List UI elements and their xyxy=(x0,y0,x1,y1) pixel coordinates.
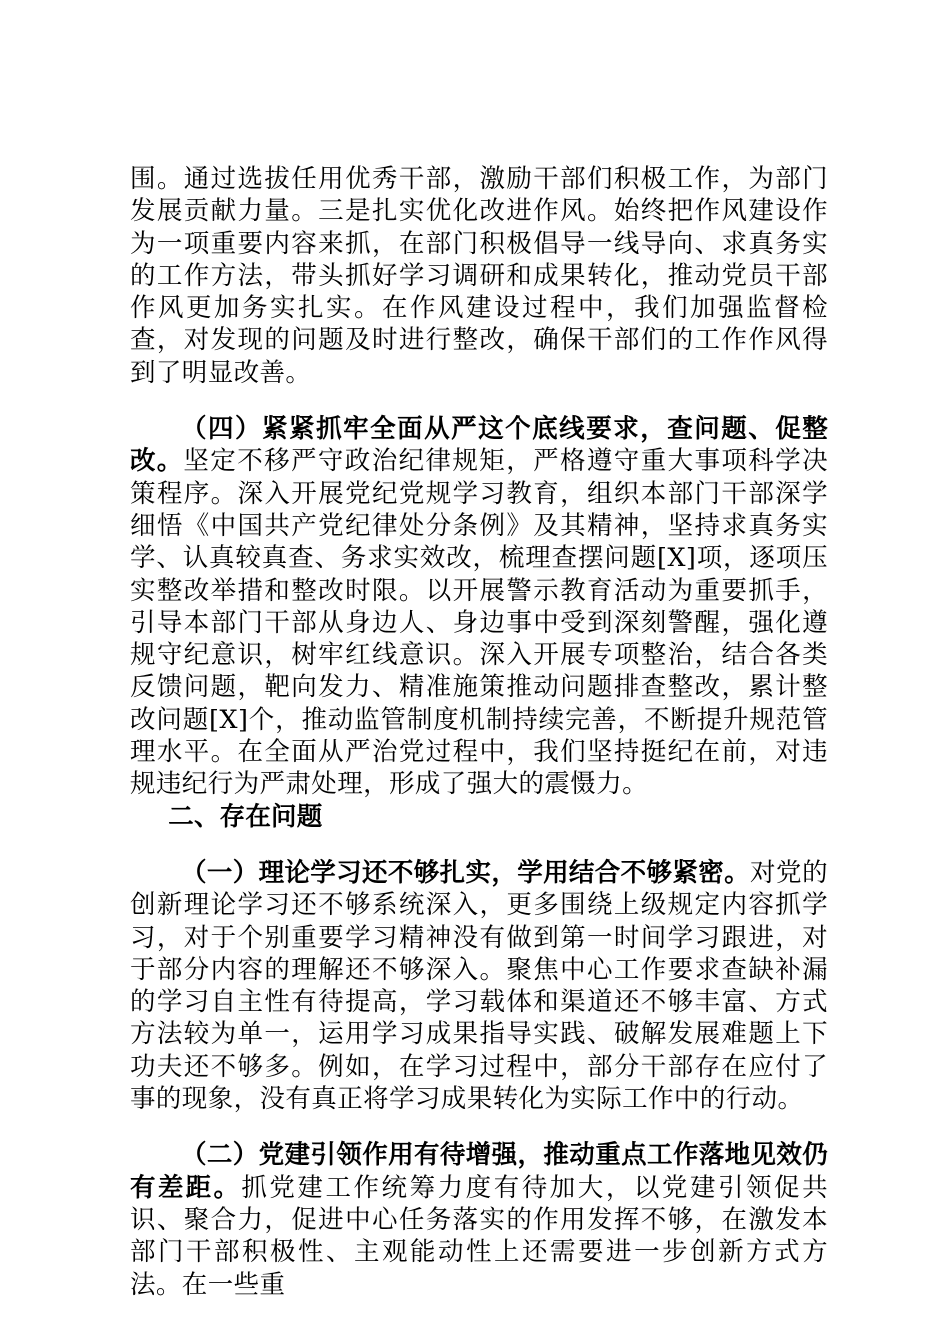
paragraph-heading: （二）党建引领作用有待增强，推动重点工作落地见效仍有差距。 xyxy=(130,1140,828,1203)
paragraph-text: 抓党建工作统筹力度有待加大，以党建引领促共识、聚合力，促进中心任务落实的作用发挥不够，在激发本部门干部积极性、主观能动性上还需要进一步创新方式方法。在一些重 xyxy=(130,1172,828,1300)
paragraph-text: 围。通过选拔任用优秀干部，激励干部们积极工作，为部门发展贡献力量。三是扎实优化改进作风。始终把作风建设作为一项重要内容来抓，在部门积极倡导一线导向、求真务实的工作方法，带头抓好学习调研和成果转化，推动党员干部作风更加务实扎实。在作风建设过程中，我们加强监督检查，对发现的问题及时进行整改，确保干部们的工作作风得到了明显改善。 xyxy=(130,164,828,388)
paragraph-heading: （四）紧紧抓牢全面从严这个底线要求，查问题、促整改。 xyxy=(130,414,828,477)
paragraph-continuation xyxy=(130,163,828,389)
paragraph-problem-two xyxy=(130,1139,828,1300)
paragraph-heading: （一）理论学习还不够扎实，学用结合不够紧密。 xyxy=(181,857,750,888)
paragraph-problem-one xyxy=(130,857,828,1115)
document-body xyxy=(130,163,828,1301)
section-title: 二、存在问题 xyxy=(168,801,323,832)
paragraph-section-four xyxy=(130,413,828,801)
paragraph-text: 坚定不移严守政治纪律规矩，严格遵守重大事项科学决策程序。深入开展党纪党规学习教育，组织本部门干部深学细悟《中国共产党纪律处分条例》及其精神，坚持求真务实学、认真较真查、务求实效改，梳理查摆问题[X]项，逐项压实整改举措和整改时限。以开展警示教育活动为重要抓手，引导本部门干部从身边人、身边事中受到深刻警醒，强化遵规守纪意识，树牢红线意识。深入开展专项整治，结合各类反馈问题，靶向发力、精准施策推动问题排查整改，累计整改问题[X]个，推动监管制度机制持续完善，不断提升规范管理水平。在全面从严治党过程中，我们坚持挺纪在前，对违规违纪行为严肃处理，形成了强大的震慑力。 xyxy=(130,446,828,800)
paragraph-text: 对党的创新理论学习还不够系统深入，更多围绕上级规定内容抓学习，对于个别重要学习精神没有做到第一时间学习跟进，对于部分内容的理解还不够深入。聚焦中心工作要求查缺补漏的学习自主性有待提高，学习载体和渠道还不够丰富、方式方法较为单一，运用学习成果指导实践、破解发展难题上下功夫还不够多。例如，在学习过程中，部分干部存在应付了事的现象，没有真正将学习成果转化为实际工作中的行动。 xyxy=(130,857,828,1115)
